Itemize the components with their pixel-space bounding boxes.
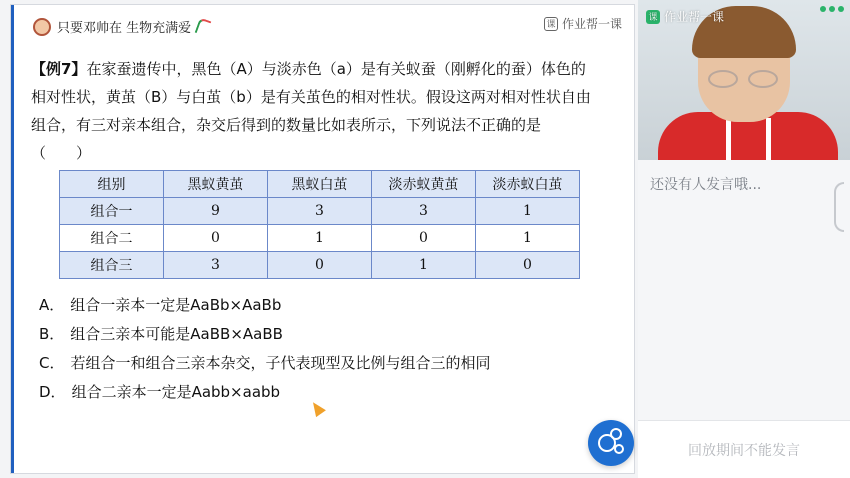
bubble-small-icon [610,428,622,440]
option-letter: B． [39,325,65,343]
option-letter: C． [39,354,65,372]
question-body: 在家蚕遗传中，黑色（A）与淡赤色（a）是有关蚁蚕（刚孵化的蚕）体色的相对性状，黄茧（B）与白茧（b）是有关茧色的相对性状。假设这两对相对性状自由组合，有三对亲本组合，杂交后得到的数量比如表所示，下列说法不正确的是（ ） [31,60,591,162]
teacher-video[interactable] [638,0,850,160]
table-cell: 组合一 [60,198,164,225]
option-a [39,291,491,320]
option-d [39,378,491,407]
bubble-tiny-icon [614,444,624,454]
table-row [60,225,580,252]
answer-options [39,291,491,407]
option-c [39,349,491,378]
question-tag: 【例7】 [31,60,87,78]
platform-logo-icon: 课 [646,10,660,24]
video-watermark [646,8,724,25]
table-cell: 3 [164,252,268,279]
table-cell: 组合二 [60,225,164,252]
platform-brand-text: 作业帮一课 [561,17,622,31]
table-header-cell: 淡赤蚁白茧 [476,171,580,198]
glasses-icon [708,70,780,88]
video-status-dots [820,6,844,12]
chat-disabled-text: 回放期间不能发言 [688,442,800,459]
table-header-cell: 黑蚁白茧 [268,171,372,198]
shirt-stripe [726,118,731,160]
platform-logo-icon: 课 [544,17,558,31]
chat-panel [638,160,850,420]
table-cell: 0 [164,225,268,252]
table-cell: 0 [372,225,476,252]
shirt-stripe [766,118,771,160]
table-cell: 1 [476,198,580,225]
table-row [60,198,580,225]
table-header-cell: 淡赤蚁黄茧 [372,171,476,198]
cartoon-avatar-icon [33,18,51,36]
chat-input-disabled [638,420,850,478]
table-cell: 0 [476,252,580,279]
option-text: 组合三亲本可能是AaBB×AaBB [70,325,283,343]
table-header-cell: 黑蚁黄茧 [164,171,268,198]
chat-scroll-handle[interactable] [834,182,844,232]
table-cell: 3 [268,198,372,225]
table-cell: 1 [476,225,580,252]
teacher-brand-text: 只要邓帅在 生物充满爱 [57,21,192,36]
question-text [31,55,591,167]
slide-accent-bar [11,5,14,473]
table-cell: 9 [164,198,268,225]
table-cell: 1 [268,225,372,252]
option-text: 若组合一和组合三亲本杂交，子代表现型及比例与组合三的相同 [70,354,491,372]
leaf-icon [195,17,212,36]
table-header-cell: 组别 [60,171,164,198]
table-cell: 3 [372,198,476,225]
slide-panel [10,4,635,474]
table-cell: 组合三 [60,252,164,279]
table-row [60,252,580,279]
chat-empty-message: 还没有人发言哦... [650,177,762,193]
table-cell: 0 [268,252,372,279]
video-logo-text: 作业帮一课 [664,10,725,24]
bubbles-tool-button[interactable] [588,420,634,466]
option-text: 组合一亲本一定是AaBb×AaBb [70,296,282,314]
teacher-brand [33,17,209,36]
option-text: 组合二亲本一定是Aabb×aabb [71,383,281,401]
table-header-row [60,171,580,198]
option-letter: A． [39,296,65,314]
data-table [59,170,580,279]
table-cell: 1 [372,252,476,279]
option-b [39,320,491,349]
option-letter: D． [39,383,66,401]
platform-brand [544,15,622,32]
